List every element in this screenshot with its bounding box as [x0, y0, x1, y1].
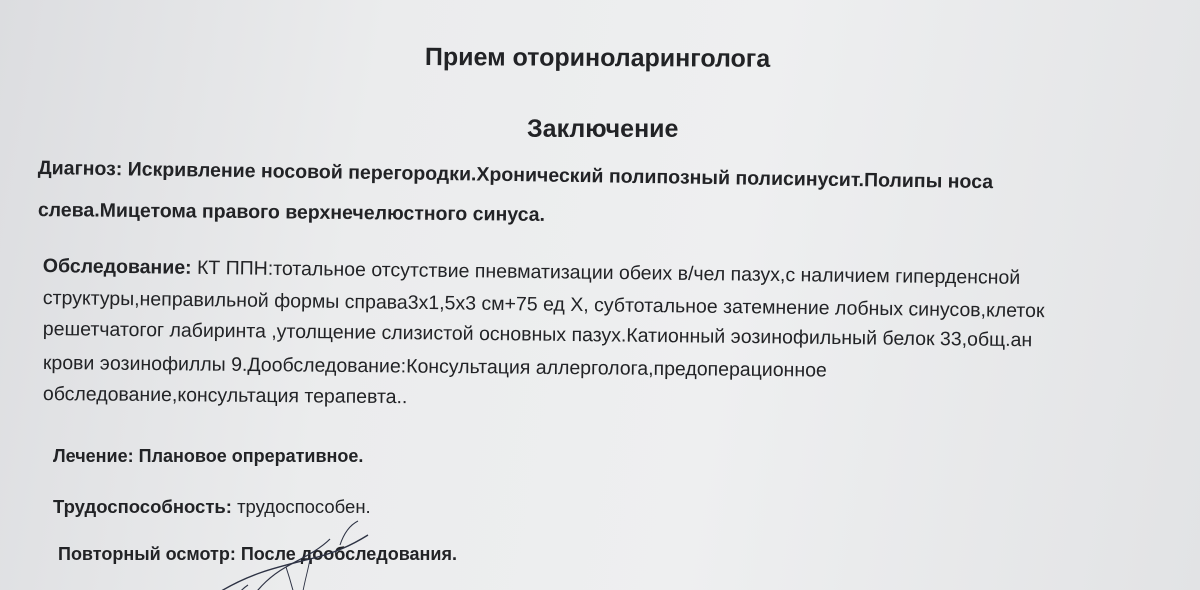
treatment-line	[53, 446, 363, 467]
diagnosis-label: Диагноз:	[37, 157, 123, 181]
diagnosis-line-2: слева.Мицетома правого верхнечелюстного синуса.	[37, 199, 546, 226]
signature-mark	[190, 515, 380, 590]
examination-line-5: обследование,консультация терапевта..	[42, 383, 408, 409]
diagnosis-line-1	[38, 157, 994, 194]
treatment-value: Плановое опреративное.	[138, 446, 364, 466]
examination-line-3: решетчатогог лабиринта ,утолщение слизистой основных пазух.Катионный эозинофильный белок 33,общ.ан	[42, 318, 1033, 352]
examination-line-2: структуры,неправильной формы справа3х1,5х3 см+75 ед Х, субтотальное затемнение лобных синусов,клеток	[42, 287, 1045, 323]
examination-line-4: крови эозинофиллы 9.Дообследование:Консультация аллерголога,предоперационное	[42, 352, 827, 382]
followup-value: После дообследования.	[240, 544, 457, 564]
document-title: Прием оториноларинголога	[424, 43, 771, 73]
examination-label: Обследование:	[42, 255, 192, 279]
examination-text: КТ ППН:тотальное отсутствие пневматизации обеих в/чел пазух,с наличием гиперденсной	[196, 256, 1021, 289]
treatment-label: Лечение:	[53, 446, 134, 466]
document-subtitle: Заключение	[527, 115, 679, 143]
followup-label: Повторный осмотр:	[58, 544, 236, 564]
diagnosis-text: Искривление носовой перегородки.Хронический полипозный полисинусит.Полипы носа	[127, 158, 994, 194]
examination-line-1	[43, 255, 1021, 290]
work-capacity-value: трудоспособен.	[237, 496, 371, 517]
work-capacity-label: Трудоспособность:	[53, 496, 232, 517]
